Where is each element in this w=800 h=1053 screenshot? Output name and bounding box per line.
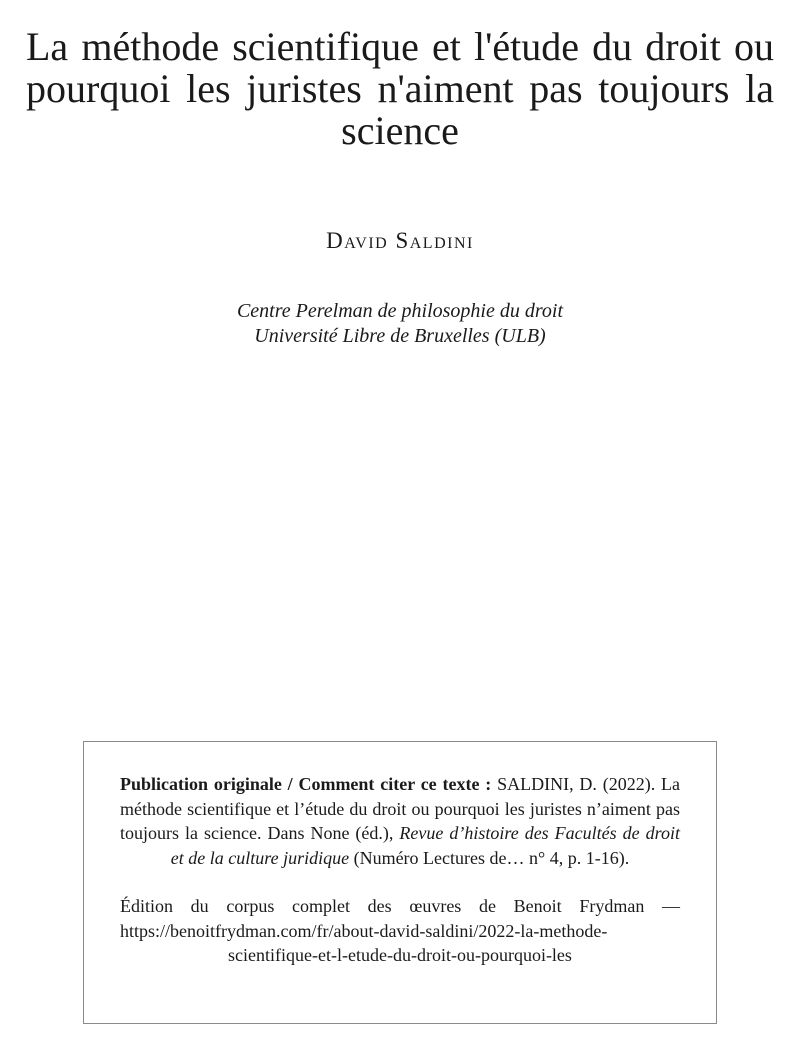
- document-title: La méthode scientifique et l'étude du droit ou pourquoi les juristes n'aiment pas toujours la science: [26, 24, 774, 153]
- citation-issue: (Numéro Lectures de… n° 4, p. 1-16).: [353, 847, 630, 868]
- citation-content: [120, 772, 680, 968]
- journal-title: Revue d’histoire des Facultés de droit et de la culture juridique: [170, 823, 680, 868]
- affiliation-line-1: Centre Perelman de philosophie du droit: [236, 300, 564, 322]
- author-affiliation: [0, 299, 800, 349]
- citation-label: Publication originale / Comment citer ce texte :: [120, 774, 492, 794]
- edition-url-tail: la-methode-scientifique-et-l-etude-du-droit-ou-pourquoi-les: [228, 920, 608, 965]
- edition-note: [120, 894, 680, 968]
- edition-text: Édition du corpus complet des œuvres de Benoit Frydman — https://benoitfrydman.com/fr/about-david-saldini/2022-: [120, 896, 680, 941]
- citation-box: [83, 741, 717, 1024]
- author-name: David Saldini: [326, 228, 474, 253]
- citation-reference: [120, 772, 680, 870]
- citation-text: SALDINI, D. (2022). La méthode scientifique et l’étude du droit ou pourquoi les juristes n’aiment pas toujours la science. Dans None (éd.),: [120, 774, 680, 843]
- affiliation-line-2: Université Libre de Bruxelles (ULB): [254, 325, 546, 347]
